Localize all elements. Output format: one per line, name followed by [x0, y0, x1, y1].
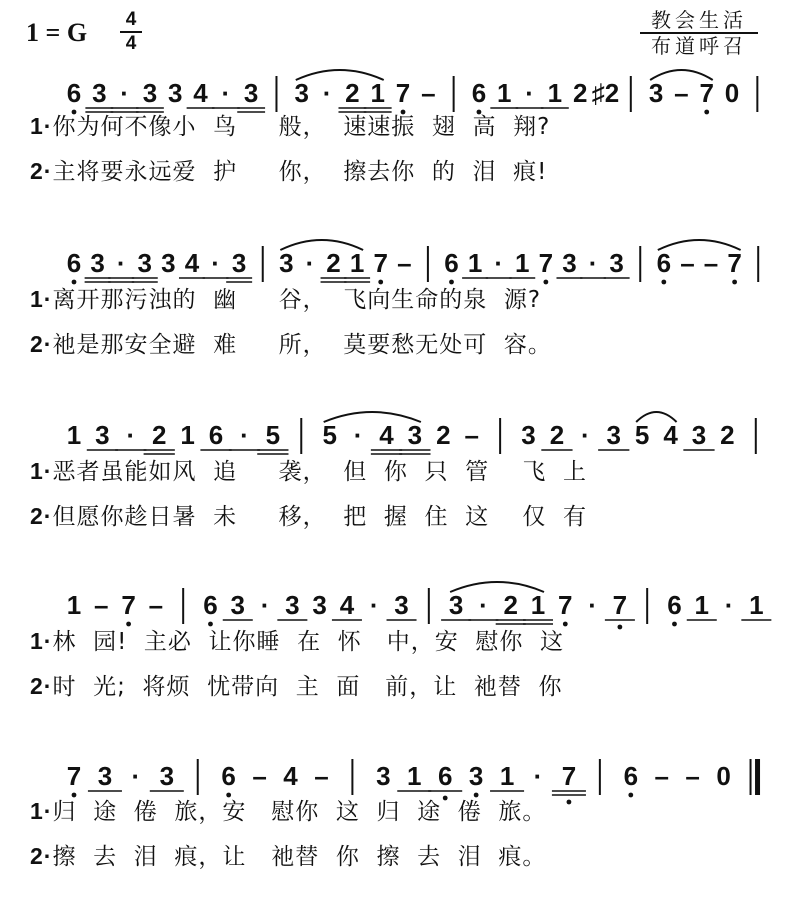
note: 3: [95, 420, 110, 450]
note: 3: [407, 420, 423, 450]
dot: ·: [211, 248, 220, 278]
lyric-line: [30, 326, 552, 359]
note: 1: [66, 590, 82, 620]
note: 3: [468, 761, 484, 791]
lyric-text: 恶者虽能如风 追 袭， 但 你 只 管 飞 上: [52, 459, 587, 485]
dot: ·: [260, 590, 270, 620]
note: 3: [609, 248, 624, 278]
lyric-line: [30, 453, 587, 486]
note: 3: [562, 248, 577, 278]
dot: ·: [724, 590, 734, 620]
octave-dot-below: [567, 800, 572, 805]
dash: –: [397, 248, 412, 278]
note: 6: [66, 248, 82, 278]
note: 2: [572, 78, 588, 108]
verse-number: 1·: [30, 798, 53, 824]
dot: ·: [221, 78, 231, 108]
note: 4: [339, 590, 355, 620]
note: 5: [265, 420, 281, 450]
verse-number: 2·: [30, 331, 53, 357]
octave-dot-below: [672, 622, 677, 627]
note: 6: [471, 78, 487, 108]
lyric-text: 林 园! 主必 让你睡 在 怀 中，安 慰你 这: [52, 629, 564, 655]
dot: ·: [525, 78, 534, 108]
verse-number: 1·: [30, 628, 53, 654]
note: 3: [606, 420, 621, 450]
verse-number: 2·: [30, 673, 53, 699]
lyric-line: [30, 281, 541, 314]
note: 3: [159, 761, 175, 791]
note: 4: [193, 78, 208, 108]
note: 6: [203, 590, 218, 620]
verse-number: 1·: [30, 286, 53, 312]
note: 1: [749, 590, 764, 620]
lyric-line: [30, 793, 546, 826]
note: 6: [444, 248, 459, 278]
dash: –: [685, 761, 700, 791]
note: 3: [521, 420, 536, 450]
dot: ·: [588, 248, 598, 278]
note: 3: [691, 420, 707, 450]
note: 7: [538, 248, 554, 278]
key-signature: 1 = G: [26, 18, 88, 47]
dash: –: [314, 761, 329, 791]
note: 3: [285, 590, 300, 620]
note: 1: [180, 420, 195, 450]
dot: ·: [116, 248, 126, 278]
dot: ·: [494, 248, 504, 278]
lyric-line: [30, 108, 550, 141]
note: 3: [231, 248, 247, 278]
dot: ·: [120, 78, 129, 108]
note: 0: [724, 78, 740, 108]
note: 1: [370, 78, 385, 108]
dot: ·: [305, 248, 315, 278]
lyric-text: 时 光; 将烦 忧带向 主 面 前，让 祂替 你: [52, 674, 563, 700]
lyric-text: 归 途 倦 旅，安 慰你 这 归 途 倦 旅。: [52, 799, 547, 825]
verse-number: 2·: [30, 843, 53, 869]
note: 7: [66, 761, 82, 791]
lyric-line: [30, 623, 564, 656]
note: 1: [349, 248, 365, 278]
dash: –: [680, 248, 695, 278]
verse-number: 2·: [30, 503, 53, 529]
note: 3: [161, 248, 176, 278]
note: 7: [612, 590, 628, 620]
note: 2: [345, 78, 360, 108]
lyric-text: 离开那污浊的 幽 谷， 飞向生命的泉 源?: [52, 287, 542, 313]
dash: –: [421, 78, 436, 108]
note: 1: [499, 761, 515, 791]
note: 6: [656, 248, 672, 278]
note: 7: [727, 248, 742, 278]
note: 4: [283, 761, 298, 791]
dot: ·: [533, 761, 543, 791]
dot: ·: [322, 78, 332, 108]
lyric-text: 祂是那安全避 难 所， 莫要愁无处可 容。: [52, 332, 552, 358]
dash: –: [94, 590, 109, 620]
note: 2: [720, 420, 735, 450]
dot: ·: [581, 420, 590, 450]
note: 7: [373, 248, 388, 278]
octave-dot-below: [732, 280, 737, 285]
note: 3: [312, 590, 327, 620]
lyric-line: [30, 498, 587, 531]
note: 6: [208, 420, 224, 450]
note: 7: [121, 590, 136, 620]
lyric-text: 但愿你趁日暑 未 移， 把 握 住 这 仅 有: [52, 504, 587, 530]
octave-dot-below: [617, 625, 622, 630]
note: 7: [699, 78, 714, 108]
octave-dot-below: [543, 280, 548, 285]
note: 2: [549, 420, 565, 450]
source-line-2: 布道呼召: [651, 34, 747, 58]
note: 3: [230, 590, 245, 620]
note: 1: [694, 590, 709, 620]
note: 2: [436, 420, 451, 450]
lyric-text: 你为何不像小 鸟 般， 速速振 翅 高 翔?: [52, 114, 551, 140]
lyric-line: [30, 153, 547, 186]
dash: –: [703, 248, 719, 278]
note: 3: [142, 78, 158, 108]
note: 1: [497, 78, 512, 108]
note: 6: [437, 761, 453, 791]
dash: –: [654, 761, 669, 791]
dash: –: [674, 78, 689, 108]
note: 3: [243, 78, 259, 108]
note: 6: [623, 761, 639, 791]
lyric-line: [30, 838, 546, 871]
verse-number: 1·: [30, 113, 53, 139]
note: 1: [547, 78, 563, 108]
note: 6: [221, 761, 236, 791]
slur: [324, 412, 421, 422]
note: 4: [379, 420, 394, 450]
note: 3: [137, 248, 153, 278]
note: 1: [66, 420, 82, 450]
lyric-text: 主将要永远爱 护 你， 擦去你 的 泪 痕!: [52, 159, 548, 185]
dot: ·: [588, 590, 597, 620]
note: ♯2: [591, 78, 620, 108]
note: 3: [97, 761, 113, 791]
note: 3: [294, 78, 310, 108]
note: 3: [376, 761, 391, 791]
octave-dot-below: [661, 280, 666, 285]
note: 4: [184, 248, 200, 278]
time-signature-top: 4: [125, 9, 137, 30]
octave-dot-below: [704, 110, 709, 115]
note: 3: [279, 248, 294, 278]
note: 6: [667, 590, 682, 620]
octave-dot-below: [628, 793, 633, 798]
note: 5: [634, 420, 650, 450]
note: 5: [322, 420, 337, 450]
note: 1: [530, 590, 546, 620]
source-line-1: 教会生活: [651, 8, 747, 32]
note: 3: [394, 590, 409, 620]
note: 3: [90, 248, 105, 278]
time-signature-bottom: 4: [125, 33, 137, 54]
note: 4: [663, 420, 678, 450]
dash: –: [148, 590, 164, 620]
dot: ·: [353, 420, 363, 450]
note: 1: [407, 761, 422, 791]
lyric-line: [30, 668, 563, 701]
note: 1: [515, 248, 530, 278]
note: 7: [561, 761, 577, 791]
note: 2: [326, 248, 341, 278]
verse-number: 2·: [30, 158, 53, 184]
verse-number: 1·: [30, 458, 53, 484]
note: 7: [558, 590, 573, 620]
note: 0: [716, 761, 731, 791]
dot: ·: [479, 590, 488, 620]
dash: –: [252, 761, 267, 791]
dot: ·: [369, 590, 379, 620]
note: 7: [395, 78, 411, 108]
lyric-text: 擦 去 泪 痕，让 祂替 你 擦 去 泪 痕。: [52, 844, 547, 870]
note: 1: [467, 248, 483, 278]
note: 3: [648, 78, 664, 108]
dot: ·: [126, 420, 136, 450]
note: 2: [503, 590, 518, 620]
note: 3: [168, 78, 183, 108]
dot: ·: [240, 420, 249, 450]
dot: ·: [131, 761, 141, 791]
dash: –: [464, 420, 479, 450]
note: 2: [151, 420, 167, 450]
note: 6: [66, 78, 82, 108]
note: 3: [92, 78, 107, 108]
note: 3: [448, 590, 464, 620]
